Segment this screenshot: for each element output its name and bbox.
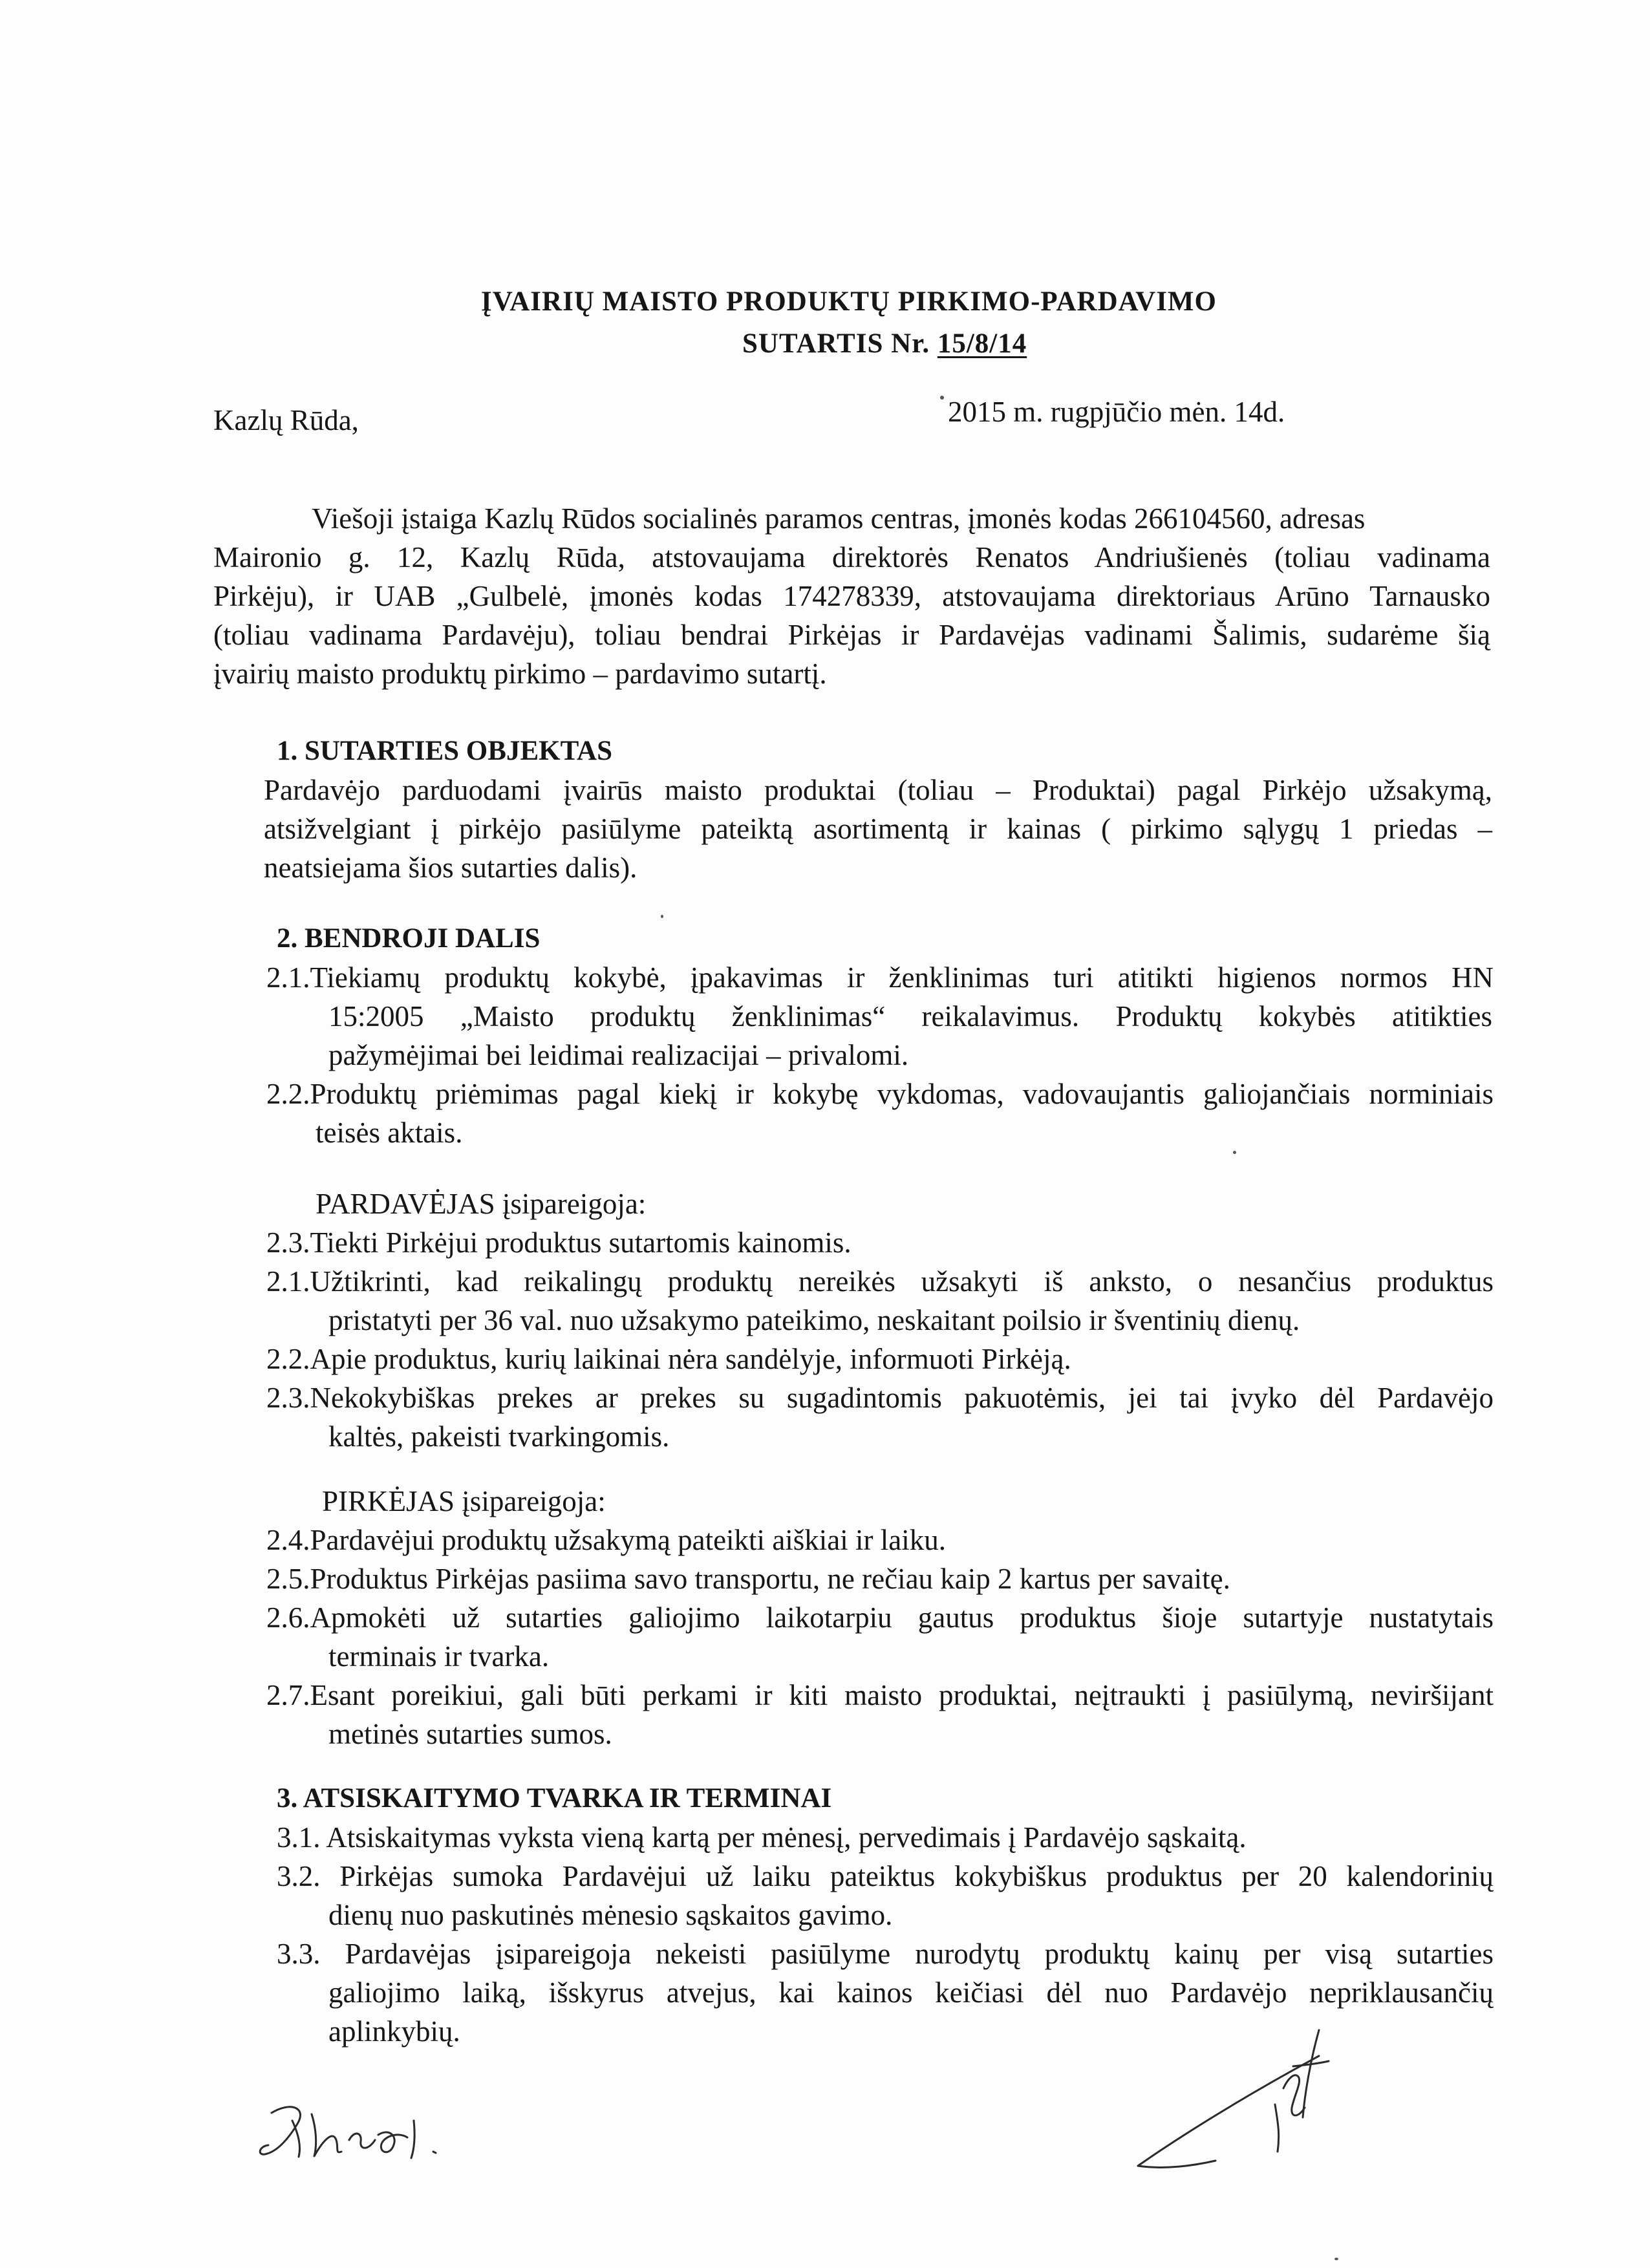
clause-line: 3.3. Pardavėjas įsipareigoja nekeisti pasiūlyme nurodytų produktų kainų per visą sutarties xyxy=(277,1938,1494,1970)
clause-line: 2.6.Apmokėti už sutarties galiojimo laikotarpiu gautus produktus šioje sutartyje nustatytais xyxy=(266,1601,1494,1634)
intro-line: Maironio g. 12, Kazlų Rūda, atstovaujama direktorės Renatos Andriušienės (toliau vadinama xyxy=(213,541,1490,573)
clause-line: 2.7.Esant poreikiui, gali būti perkami ir kiti maisto produktai, neįtraukti į pasiūlymą, neviršijant xyxy=(266,1679,1494,1711)
clause-line: aplinkybių. xyxy=(328,2015,460,2048)
intro-line: įvairių maisto produktų pirkimo – pardavimo sutartį. xyxy=(213,658,827,690)
clause-line: metinės sutarties sumos. xyxy=(328,1718,612,1750)
clause-line: 2.2.Produktų priėmimas pagal kiekį ir kokybę vykdomas, vadovaujantis galiojančiais norminiais xyxy=(266,1078,1494,1110)
place: Kazlų Rūda, xyxy=(213,404,359,436)
section-line: atsižvelgiant į pirkėjo pasiūlyme pateiktą asortimentą ir kainas ( pirkimo sąlygų 1 priedas – xyxy=(264,813,1492,845)
clause-line: pristatyti per 36 val. nuo užsakymo pateikimo, neskaitant poilsio ir šventinių dienų. xyxy=(328,1304,1300,1336)
seller-heading: PARDAVĖJAS įsipareigoja: xyxy=(316,1188,647,1220)
buyer-heading: PIRKĖJAS įsipareigoja: xyxy=(322,1485,606,1517)
document-title-line2 xyxy=(742,330,1027,358)
clause-line: 2.4.Pardavėjui produktų užsakymą pateikti aiškiai ir laiku. xyxy=(266,1524,946,1556)
section-line: neatsiejama šios sutarties dalis). xyxy=(264,851,638,884)
clause-line: dienų nuo paskutinės mėnesio sąskaitos gavimo. xyxy=(328,1899,893,1931)
section-line: Pardavėjo parduodami įvairūs maisto produktai (toliau – Produktai) pagal Pirkėjo užsakymą, xyxy=(264,774,1492,806)
clause-line: 2.1.Tiekiamų produktų kokybė, įpakavimas ir ženklinimas turi atitikti higienos normos HN xyxy=(266,961,1494,994)
right-signature xyxy=(1125,2004,1364,2185)
document-title-line1: ĮVAIRIŲ MAISTO PRODUKTŲ PIRKIMO-PARDAVIMO xyxy=(481,286,1217,317)
clause-line: 2.1.Užtikrinti, kad reikalingų produktų nereikės užsakyti iš anksto, o nesančius produktus xyxy=(266,1265,1494,1298)
clause-line: 2.5.Produktus Pirkėjas pasiima savo transportu, ne rečiau kaip 2 kartus per savaitę. xyxy=(266,1563,1230,1595)
section-heading: 3. ATSISKAITYMO TVARKA IR TERMINAI xyxy=(277,1783,832,1813)
document-title-prefix: SUTARTIS Nr. xyxy=(742,328,938,359)
clause-line: teisės aktais. xyxy=(316,1117,463,1149)
clause-line: 2.3.Nekokybiškas prekes ar prekes su sugadintomis pakuotėmis, jei tai įvyko dėl Pardavėjo xyxy=(266,1382,1494,1414)
clause-line: galiojimo laiką, išskyrus atvejus, kai kainos keičiasi dėl nuo Pardavėjo nepriklausančių xyxy=(328,1976,1494,2009)
clause-line: 2.2.Apie produktus, kurių laikinai nėra sandėlyje, informuoti Pirkėją. xyxy=(266,1343,1071,1375)
clause-line: 3.1. Atsiskaitymas vyksta vieną kartą per mėnesį, pervedimais į Pardavėjo sąskaitą. xyxy=(277,1821,1247,1854)
clause-line: pažymėjimai bei leidimai realizacijai – privalomi. xyxy=(328,1039,909,1071)
intro-line: (toliau vadinama Pardavėju), toliau bendrai Pirkėjas ir Pardavėjas vadinami Šalimis, sudarėme šią xyxy=(213,619,1490,651)
clause-line: kaltės, pakeisti tvarkingomis. xyxy=(328,1420,670,1453)
section-heading: 1. SUTARTIES OBJEKTAS xyxy=(277,736,613,766)
section-heading: 2. BENDROJI DALIS xyxy=(277,923,541,954)
clause-line: 3.2. Pirkėjas sumoka Pardavėjui už laiku pateiktus kokybiškus produktus per 20 kalendorinių xyxy=(277,1860,1494,1892)
date: 2015 m. rugpjūčio mėn. 14d. xyxy=(948,396,1285,428)
left-signature xyxy=(252,2095,466,2166)
intro-line: Viešoji įstaiga Kazlų Rūdos socialinės paramos centras, įmonės kodas 266104560, adresas xyxy=(312,502,1366,535)
clause-line: terminais ir tvarka. xyxy=(328,1640,550,1673)
clause-line: 15:2005 „Maisto produktų ženklinimas“ reikalavimus. Produktų kokybės atitikties xyxy=(328,1000,1492,1032)
contract-number: 15/8/14 xyxy=(937,328,1027,359)
clause-line: 2.3.Tiekti Pirkėjui produktus sutartomis kainomis. xyxy=(266,1226,852,1259)
intro-line: Pirkėju), ir UAB „Gulbelė, įmonės kodas 174278339, atstovaujama direktoriaus Arūno Tarnausko xyxy=(213,580,1490,612)
